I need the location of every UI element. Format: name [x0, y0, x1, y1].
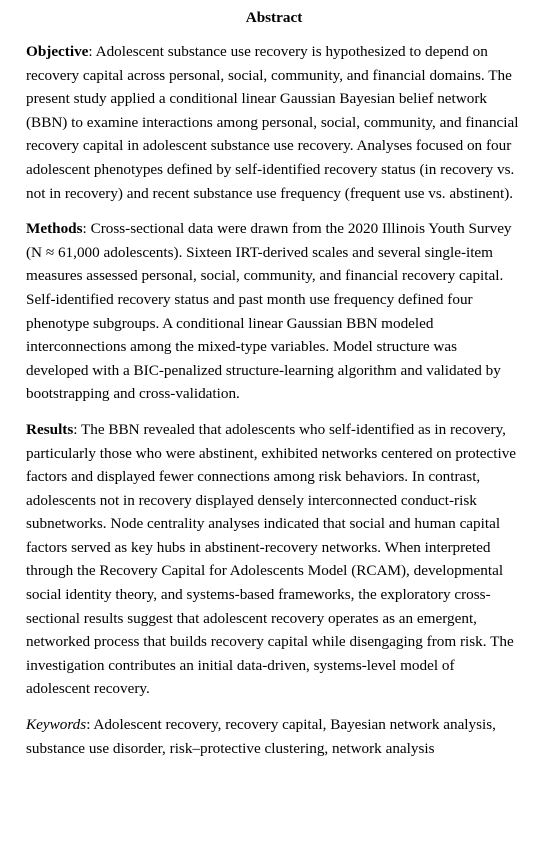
- methods-label: Methods: [26, 220, 83, 238]
- methods-paragraph: [26, 217, 522, 406]
- keywords-text: Adolescent recovery, recovery capital, Bayesian network analysis, substance use disorder, risk–protective clustering, network analysis: [26, 716, 496, 757]
- keywords-paragraph: [26, 713, 522, 760]
- objective-separator: :: [88, 43, 96, 60]
- objective-label: Objective: [26, 43, 89, 60]
- keywords-separator: :: [86, 716, 94, 734]
- objective-paragraph: [26, 40, 522, 205]
- keywords-label: Keywords: [26, 716, 87, 734]
- results-paragraph: [26, 418, 522, 701]
- results-label: Results: [26, 420, 74, 438]
- objective-text: Adolescent substance use recovery is hypothesized to depend on recovery capital across personal, social, community, and financial domains. The present study applied a conditional linear Gaussian Bayesian belief network (BBN) to examine interactions among personal, social, community, and financial recovery capital in adolescent substance use recovery. Analyses focused on four adolescent phenotypes defined by self-identified recovery status (in recovery vs. not in recovery) and recent substance use frequency (frequent use vs. abstinent).: [26, 43, 519, 202]
- methods-separator: :: [82, 220, 91, 238]
- results-separator: :: [73, 420, 82, 438]
- methods-text: Cross-sectional data were drawn from the 2020 Illinois Youth Survey (N ≈ 61,000 adolescents). Sixteen IRT-derived scales and several single-item measures assessed personal, social, community, and financial recovery capital. Self-identified recovery status and past month use frequency defined four phenotype subgroups. A conditional linear Gaussian BBN modeled interconnections among the mixed-type variables. Model structure was developed with a BIC-penalized structure-learning algorithm and validated by bootstrapping and cross-validation.: [26, 220, 512, 403]
- results-text: The BBN revealed that adolescents who self-identified as in recovery, particularly those who were abstinent, exhibited networks centered on protective factors and displayed fewer connections among risk behaviors. In contrast, adolescents not in recovery displayed densely interconnected conduct-risk subnetworks. Node centrality analyses indicated that social and human capital factors served as key hubs in abstinent-recovery networks. When interpreted through the Recovery Capital for Adolescents Model (RCAM), developmental social identity theory, and systems-based frameworks, the exploratory cross-sectional results suggest that adolescent recovery operates as an emergent, networked process that builds recovery capital while disengaging from risk. The investigation contributes an initial data-driven, systems-level model of adolescent recovery.: [26, 420, 517, 698]
- abstract-title: Abstract: [245, 9, 303, 26]
